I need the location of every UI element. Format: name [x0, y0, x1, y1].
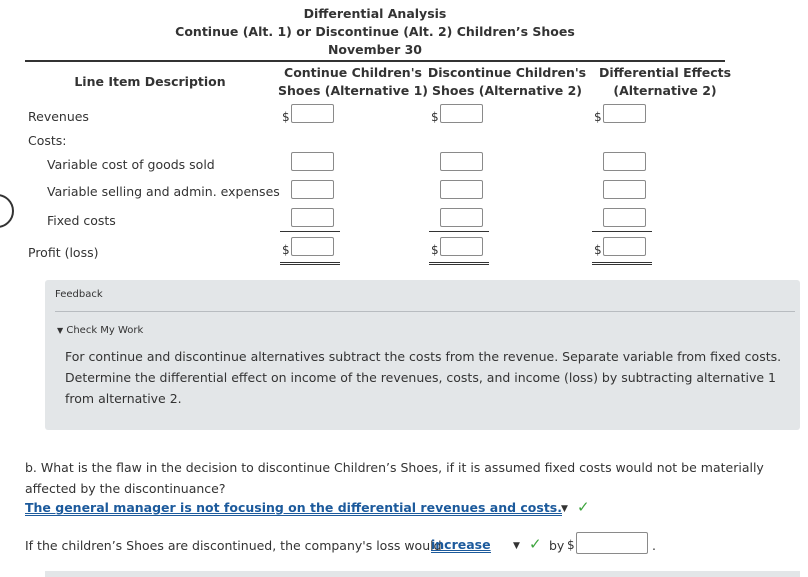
feedback-text: For continue and discontinue alternatives subtract the costs from the revenue. Separate variable from fixed costs. Determine the differential effect on income of the revenues, costs, and income (loss) by subtracting alternative 1 from alternative 2.: [65, 349, 782, 406]
check-icon: ✓: [577, 498, 590, 516]
diff-profit-dollar: $: [594, 243, 602, 257]
diff-revenues-input[interactable]: [603, 104, 646, 123]
question-b-prompt: b. What is the flaw in the decision to discontinue Children’s Shoes, if it is assumed fixed costs would not be materially affected by the discontinuance?: [25, 460, 764, 496]
feedback-title: Feedback: [55, 289, 103, 300]
caret-down-icon[interactable]: ▼: [513, 541, 520, 551]
row-label-variable-sga: Variable selling and admin. expenses: [47, 184, 280, 199]
alt2-revenues-dollar: $: [431, 110, 439, 124]
diff-profit-input[interactable]: [603, 237, 646, 256]
diff-fixed-costs-input[interactable]: [603, 208, 646, 227]
feedback-panel: [45, 280, 800, 430]
diff-variable-sga-input[interactable]: [603, 180, 646, 199]
bottom-panel-edge: [45, 571, 800, 577]
col-header-alt1-line1: Continue Children's: [284, 65, 422, 80]
followup-suffix: .: [652, 538, 656, 553]
alt1-subtotal-rule: [280, 231, 340, 232]
alt1-profit-dollar: $: [282, 243, 290, 257]
col-header-alt1: [268, 64, 438, 100]
check-icon: ✓: [529, 535, 542, 553]
alt2-total-rule: [429, 262, 489, 265]
alt2-profit-dollar: $: [431, 243, 439, 257]
alt1-profit-input[interactable]: [291, 237, 334, 256]
flaw-answer-select[interactable]: The general manager is not focusing on the differential revenues and costs.: [25, 500, 562, 515]
diff-subtotal-rule: [592, 231, 652, 232]
alt2-subtotal-rule: [429, 231, 489, 232]
row-label-revenues: Revenues: [28, 109, 89, 124]
col-header-diff-line1: Differential Effects: [598, 65, 732, 80]
diff-variable-cogs-input[interactable]: [603, 152, 646, 171]
report-subtitle: Continue (Alt. 1) or Discontinue (Alt. 2) Children’s Shoes: [175, 24, 575, 39]
alt1-variable-cogs-input[interactable]: [291, 152, 334, 171]
alt2-variable-cogs-input[interactable]: [440, 152, 483, 171]
col-header-alt2-line1: Discontinue Children's: [427, 65, 587, 80]
report-date: November 30: [327, 42, 423, 57]
alt1-variable-sga-input[interactable]: [291, 180, 334, 199]
check-my-work-label: Check My Work: [66, 325, 144, 336]
row-label-variable-cogs: Variable cost of goods sold: [47, 157, 215, 172]
alt1-revenues-dollar: $: [282, 110, 290, 124]
header-rule: [25, 60, 725, 62]
col-header-diff: [585, 64, 745, 100]
loss-amount-input[interactable]: [576, 532, 648, 554]
diff-total-rule: [592, 262, 652, 265]
row-label-fixed-costs: Fixed costs: [47, 213, 116, 228]
followup-by: by: [549, 538, 565, 553]
row-label-costs: Costs:: [28, 133, 67, 148]
caret-down-icon[interactable]: ▼: [561, 504, 568, 514]
left-edge-circle: [0, 194, 14, 228]
alt2-variable-sga-input[interactable]: [440, 180, 483, 199]
diff-revenues-dollar: $: [594, 110, 602, 124]
alt2-profit-input[interactable]: [440, 237, 483, 256]
col-header-line-item: Line Item Description: [74, 74, 226, 89]
feedback-divider: [55, 311, 795, 312]
alt1-fixed-costs-input[interactable]: [291, 208, 334, 227]
triangle-down-icon: ▼: [57, 326, 64, 335]
loss-direction-select[interactable]: increase: [431, 537, 491, 552]
alt2-revenues-input[interactable]: [440, 104, 483, 123]
report-title: Differential Analysis: [303, 6, 447, 21]
loss-amount-dollar: $: [567, 538, 575, 552]
col-header-alt2: [422, 64, 592, 100]
col-header-alt2-line2: Shoes (Alternative 2): [431, 83, 583, 98]
alt1-revenues-input[interactable]: [291, 104, 334, 123]
alt1-total-rule: [280, 262, 340, 265]
row-label-profit-loss: Profit (loss): [28, 245, 99, 260]
alt2-fixed-costs-input[interactable]: [440, 208, 483, 227]
followup-prefix: If the children’s Shoes are discontinued, the company's loss would: [25, 538, 442, 553]
col-header-diff-line2: (Alternative 2): [613, 83, 717, 98]
col-header-alt1-line2: Shoes (Alternative 1): [277, 83, 429, 98]
check-my-work-toggle[interactable]: [57, 325, 143, 336]
